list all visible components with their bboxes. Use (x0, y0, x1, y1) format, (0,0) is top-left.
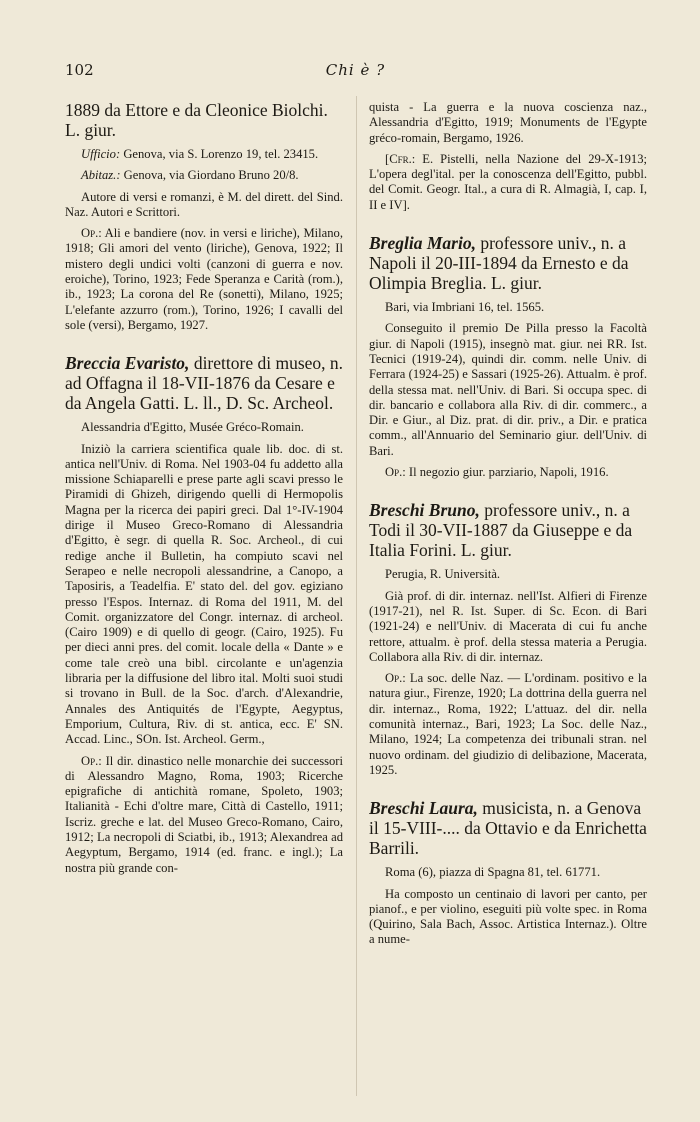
entry-paragraph (369, 100, 647, 146)
entry-heading-text: professore univ., n. a Napoli il 20-III-1894 da Ernesto e da Olimpia Breglia. L. giur. (369, 233, 629, 294)
biography-entry (369, 233, 647, 480)
paragraph-text: quista - La guerra e la nuova coscienza naz., Alessandria d'Egitto, 1919; Monuments de l'Egypte gréco-romain, Bergamo, 1926. (369, 100, 647, 145)
entry-heading-text: 1889 da Ettore e da Cleonice Biolchi. L. giur. (65, 100, 328, 140)
entry-paragraph (369, 567, 647, 582)
entry-name: Breccia Evaristo, (65, 353, 190, 374)
entry-paragraph (65, 442, 343, 748)
entry-paragraph (369, 589, 647, 665)
paragraph-text: Alessandria d'Egitto, Musée Gréco-Romain. (81, 420, 304, 435)
entry-spacer (369, 219, 647, 233)
entry-spacer (369, 784, 647, 798)
entry-heading-text: musicista, n. a Genova il 15-VIII-.... da Ottavio e da Enrichetta Barrili. (369, 798, 647, 859)
paragraph-text: La soc. delle Naz. — L'ordinam. positivo e la natura giur., Firenze, 1920; La dottrina della guerra nel dir. internaz., Roma, 1922; L'attuaz. del dir. nella comunità internaz., Bari, 1923; La Soc. delle Naz., Milano, 1924; La competenza dei tribunali stran. nel nuovo ordinam. del giudizio di delibazione, Macerata, 1925. (369, 671, 647, 777)
paragraph-label: Op.: (81, 753, 102, 768)
entry-spacer (65, 882, 343, 896)
paragraph-text: Roma (6), piazza di Spagna 81, tel. 61771. (385, 865, 601, 880)
entry-spacer (369, 486, 647, 500)
paragraph-text: Il negozio giur. parziario, Napoli, 1916. (405, 465, 609, 480)
right-column (369, 100, 647, 1100)
biography-entry (369, 100, 647, 213)
paragraph-text: Il dir. dinastico nelle monarchie dei successori di Alessandro Magno, Roma, 1903; Ricerche epigrafiche di antichità romane, Spoleto, 1903; Italianità - Echi d'oltre mare, Città di Castello, 1911; Iscriz. greche e lat. del Museo Greco-Romano, Cairo, 1912; La necropoli di Sciatbi, ib., 1913; Alexandrea ad Aegyptum, Bergamo, 1914 (ed. franc. e ingl.); La nostra più grande con- (65, 753, 343, 875)
paragraph-text: Bari, via Imbriani 16, tel. 1565. (385, 300, 545, 315)
entry-paragraph (65, 226, 343, 333)
entry-paragraph (369, 152, 647, 213)
entry-heading (369, 500, 647, 560)
entry-paragraph (65, 420, 343, 435)
entry-heading-text: professore univ., n. a Todi il 30-VII-1887 da Giuseppe e da Italia Forini. L. giur. (369, 500, 633, 561)
entry-name: Breglia Mario, (369, 233, 476, 254)
column-divider (356, 96, 357, 1096)
paragraph-text: Autore di versi e romanzi, è M. del dirett. del Sind. Naz. Autori e Scrittori. (65, 189, 343, 219)
entry-heading (65, 100, 343, 140)
entry-paragraph (369, 300, 647, 315)
paragraph-label: Op.: (385, 671, 406, 686)
entry-spacer (65, 339, 343, 353)
paragraph-text: Conseguito il premio De Pilla presso la Facoltà giur. di Napoli (1915), insegnò mat. giur. nei RR. Ist. Tecnici (1919-24), quindi dir. comm. nelle Univ. di Ferrara (1924-25) e Sassari (1925-26). Attualm. è prof. della stessa mat. nell'Univ. di Bari. Si occupa spec. di dir. bancario e collabora alla Riv. di dir. commerc., a Dir. e Giur., al Diz. prat. di dir. priv., a Dir. e pratica comm., all'Annuario del Seminario giur. dell'Univ. di Bari. (369, 321, 647, 458)
entry-paragraph (369, 321, 647, 459)
page-number: 102 (65, 61, 94, 79)
paragraph-label: Abitaz.: (81, 168, 121, 183)
entry-paragraph (369, 887, 647, 948)
entry-spacer (369, 954, 647, 968)
running-head: Chi è ? (325, 61, 386, 79)
page-header (63, 58, 648, 84)
paragraph-label: Ufficio: (81, 147, 121, 161)
entry-paragraph (65, 190, 343, 221)
entry-heading (369, 798, 647, 858)
entry-heading (65, 353, 343, 413)
paragraph-text: Ha composto un centinaio di lavori per canto, per pianof., e per violino, eseguiti più volte spec. in Roma (Quirino, Sala Bach, Assoc. Artistica Internaz.). Oltre a nume- (369, 886, 647, 947)
entry-paragraph (369, 865, 647, 880)
entry-paragraph (65, 168, 343, 183)
paragraph-text: Genova, via S. Lorenzo 19, tel. 23415. (120, 147, 319, 161)
biography-entry (65, 353, 343, 876)
entry-paragraph (65, 754, 343, 876)
biography-entry (369, 798, 647, 947)
entry-paragraph (65, 147, 343, 162)
biography-entry (369, 500, 647, 778)
biography-entry (65, 100, 343, 333)
paragraph-label: Op.: (385, 465, 406, 480)
left-column (65, 100, 343, 1100)
paragraph-text: Ali e bandiere (nov. in versi e liriche), Milano, 1918; Gli amori del vento (liriche), Genova, 1922; Il mistero degli undici volti (canzoni di guerra e nov. eroiche), Torino, 1923; Fede Speranza e Carità (rom.), ib., 1923; La corona del Re (sonetti), Milano, 1925; L'elefante azzurro (rom.), Torino, 1926; I cavalli del sole (versi), Bergamo, 1927. (65, 226, 343, 332)
paragraph-text: E. Pistelli, nella Nazione del 29-X-1913; L'opera degl'ital. per la conoscenza dell'Egitto, pubbl. del Comit. Geogr. Ital., a cura di R. Almagià, I, cap. I, II e IV]. (369, 151, 647, 212)
entry-name: Breschi Laura, (369, 798, 478, 819)
entry-heading-text: direttore di museo, n. ad Offagna il 18-VII-1876 da Cesare e da Angela Gatti. L. ll., D. Sc. Archeol. (65, 353, 343, 414)
paragraph-text: Iniziò la carriera scientifica quale lib. doc. di st. antica nell'Univ. di Roma. Nel 1903-04 fu addetto alla missione Schiaparelli e prese parte agli scavi presso le Piramidi di Ghizeh, dirigendo quelli di Hermopolis Magna per la ricerca dei papiri greci. Dal 1°-IV-1904 dirige il Museo Greco-Romano di Alessandria d'Egitto, è segr. di quella R. Soc. Archeol., di cui redige anche il Bulletin, ha compiuto scavi nel Serapeo e nelle necropoli alessandrine, a Canopo, a Taposiris, a Teadelfia. E' stato del. del gov. egiziano presso l'Espos. Internaz. di Roma del 1911, M. del Comit. organizzatore del Congr. internaz. di archeol. (Cairo 1909) e di quello di geogr. (Cairo, 1925). Fu per dieci anni pres. del comit. locale della « Dante » e come tale creò una bibl. circolante e un'agenzia libraria per la diffusione del libro ital. Molti suoi studi si trovano in Bull. de la Soc. d'arch. d'Alexandrie, Annales des Antiquités de l'Egypte, Aegyptus, Emporium, Cultura, Riv. di st. antica, ecc. E' SN. Accad. Linc., SOn. Ist. Archeol. Germ., (65, 441, 343, 747)
paragraph-text: Già prof. di dir. internaz. nell'Ist. Alfieri di Firenze (1917-21), nel R. Ist. Super. di Sc. Econ. di Bari (1921-24) e nell'Univ. di Macerata di cui fu anche rettore, attualm. è prof. della stessa materia a Perugia. Collabora alla Riv. di dir. internaz. (369, 588, 647, 664)
entry-heading (369, 233, 647, 293)
paragraph-text: Perugia, R. Università. (385, 567, 501, 582)
paragraph-text: Genova, via Giordano Bruno 20/8. (120, 168, 299, 183)
entry-paragraph (369, 465, 647, 480)
paragraph-label: Op.: (81, 226, 102, 241)
entry-name: Breschi Bruno, (369, 500, 480, 521)
entry-paragraph (369, 671, 647, 778)
paragraph-label: [Cfr.: (385, 151, 416, 166)
